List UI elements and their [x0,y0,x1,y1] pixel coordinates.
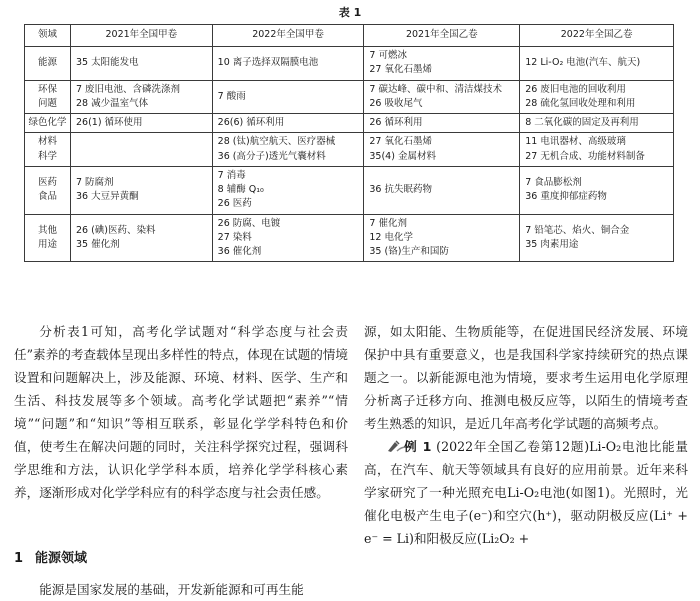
row-domain-cell [25,166,71,214]
table-cell [70,47,212,81]
cell-entry: 26 废旧电池的回收利用 [525,83,626,95]
table-cell [520,80,674,114]
column-header-2022-jia: 2022年全国甲卷 [212,25,364,47]
domain-label: 食品 [37,191,57,203]
cell-entry: 27 氧化石墨烯 [369,64,432,76]
table-cell [70,214,212,262]
cell-entry: 36 大豆异黄酮 [75,191,139,203]
data-table [24,24,674,262]
section-title: 能源领域 [35,551,88,566]
table-cell [212,47,364,81]
cell-entry: 27 氧化石墨烯 [369,136,432,148]
cell-entry: 35 肉素用途 [525,238,579,250]
example-paragraph [364,435,688,550]
cell-entry: 35 (铬)生产和国防 [369,246,449,257]
cell-entry: 28 减少温室气体 [75,97,149,109]
domain-label: 医药 [37,176,57,188]
table-row [25,47,674,81]
table-row [25,133,674,167]
table-cell [70,80,212,114]
table-cell [364,214,520,262]
cell-entry: 26 循环利用 [369,117,423,128]
cell-entry: 7 消毒 [217,169,246,181]
cell-entry: 36 重度抑郁症药物 [525,191,607,203]
table-header-row [25,25,674,47]
right-column [364,320,688,550]
table-cell [364,47,520,81]
row-domain-cell [25,114,71,133]
section-number: 1 [14,551,24,566]
table-cell [212,166,364,214]
table-cell [212,80,364,114]
cell-entry: 7 铅笔芯、焰火、铜合金 [525,224,630,236]
example-label: 例 1 [403,439,432,454]
table-cell [212,214,364,262]
analysis-paragraph: 分析表1可知，高考化学试题对“科学态度与社会责任”素养的考查载体呈现出多样性的特点，体现在试题的情境设置和问题解决上，涉及能源、环境、材料、医学、生产和生活、科技发展等多个领域。高考化学试题把“素养”“情境”“问题”和“知识”等相互联系，彰显化学学科特色和价值，使考生在解决问题的同时，关注科学探究过程，强调科学思维和方法，认识化学学科本质，培养化学学科核心素养，逐渐形成对化学学科应有的科学态度与社会责任感。 [14,324,348,500]
table-cell [520,133,674,167]
continued-paragraph: 源，如太阳能、生物质能等，在促进国民经济发展、环境保护中具有重要意义，也是我国科学家持续研究的热点课题之一。以新能源电池为情境，要求考生运用电化学原理分析离子迁移方向、推测电极反应等，以陌生的情境考查考生熟悉的知识，是近几年高考化学试题的高频考点。 [364,324,688,431]
table-cell [364,166,520,214]
table-row [25,214,674,262]
domain-label: 环保 [37,83,57,95]
table-cell [364,133,520,167]
energy-paragraph: 能源是国家发展的基础，开发新能源和可再生能 [39,582,304,597]
cell-entry: 35 太阳能发电 [75,57,139,69]
domain-label: 其他 [37,224,57,236]
row-domain-cell [25,214,71,262]
cell-entry: 12 Li-O₂ 电池(汽车、航天) [525,57,641,69]
domain-label: 科学 [37,150,57,162]
example-text: (2022年全国乙卷第12题)Li-O₂电池比能量高，在汽车、航天等领域具有良好的应用前景。近年来科学家研究了一种光照充电Li-O₂电池(如图1)。光照时，光催化电极产生电子(e⁻)和空穴(h⁺)，驱动阴极反应(Li⁺ + e⁻ = Li)和阳极反应(Li₂O₂ + [364,439,688,546]
table-row [25,114,674,133]
cell-entry: 7 废旧电池、含磷洗涤剂 [75,83,181,95]
section-body [14,578,348,601]
column-header-2021-jia: 2021年全国甲卷 [70,25,212,47]
table-cell [212,133,364,167]
domain-label: 绿色化学 [28,117,67,128]
table-cell [520,47,674,81]
column-header-2021-yi: 2021年全国乙卷 [364,25,520,47]
column-header-2022-yi: 2022年全国乙卷 [520,25,674,47]
table-cell [212,114,364,133]
section-heading [14,547,87,566]
cell-entry: 36 催化剂 [217,246,262,257]
table-cell [520,166,674,214]
cell-entry: 8 辅酶 Q₁₀ [217,184,264,195]
table-cell [520,114,674,133]
cell-entry: 7 食品膨松剂 [525,176,582,188]
cell-entry: 26 (碘)医药、染料 [75,224,156,236]
cell-entry: 26 吸收尾气 [369,97,423,109]
cell-entry: 26(1) 循环使用 [75,117,143,128]
cell-entry: 7 防腐剂 [75,176,114,188]
table-cell [364,80,520,114]
row-domain-cell [25,80,71,114]
table-body [25,47,674,262]
table-cell [70,114,212,133]
cell-entry: 8 二氧化碳的固定及再利用 [525,117,639,128]
cell-entry: 36 (高分子)透光气囊材料 [217,150,326,162]
cell-entry: 7 碳达峰、碳中和、清洁煤技术 [369,83,502,95]
cell-entry: 35 催化剂 [75,238,120,250]
cell-entry: 7 可燃冰 [369,50,407,61]
pencil-note-icon [375,437,401,451]
left-column [14,320,348,504]
table-row [25,166,674,214]
cell-entry: 7 催化剂 [369,217,407,229]
domain-label: 材料 [37,136,57,148]
cell-entry: 35(4) 金属材料 [369,150,436,162]
table-title: 表 1 [338,6,362,19]
cell-entry: 36 抗失眠药物 [369,184,432,195]
table-cell [70,166,212,214]
table-cell [364,114,520,133]
cell-entry: 27 无机合成、功能材料制备 [525,150,645,162]
table-cell [520,214,674,262]
row-domain-cell [25,133,71,167]
cell-entry: 11 电讯器材、高级玻璃 [525,136,626,148]
column-header-domain: 领域 [25,25,71,47]
domain-label: 能源 [37,57,57,69]
cell-entry: 26 防腐、电镀 [217,217,281,229]
row-domain-cell [25,47,71,81]
cell-entry: 28 硫化氢回收处理和利用 [525,97,636,109]
table-cell [70,133,212,167]
cell-entry: 12 电化学 [369,231,413,243]
domain-label: 用途 [37,238,57,250]
cell-entry: 26(6) 循环利用 [217,117,285,128]
cell-entry: 26 医药 [217,198,252,210]
cell-entry: 7 酸雨 [217,90,246,102]
cell-entry: 10 离子选择双隔膜电池 [217,57,319,69]
cell-entry: 28 (钛)航空航天、医疗器械 [217,136,336,148]
cell-entry: 27 染料 [217,231,252,243]
table-row [25,80,674,114]
domain-label: 问题 [37,97,57,109]
